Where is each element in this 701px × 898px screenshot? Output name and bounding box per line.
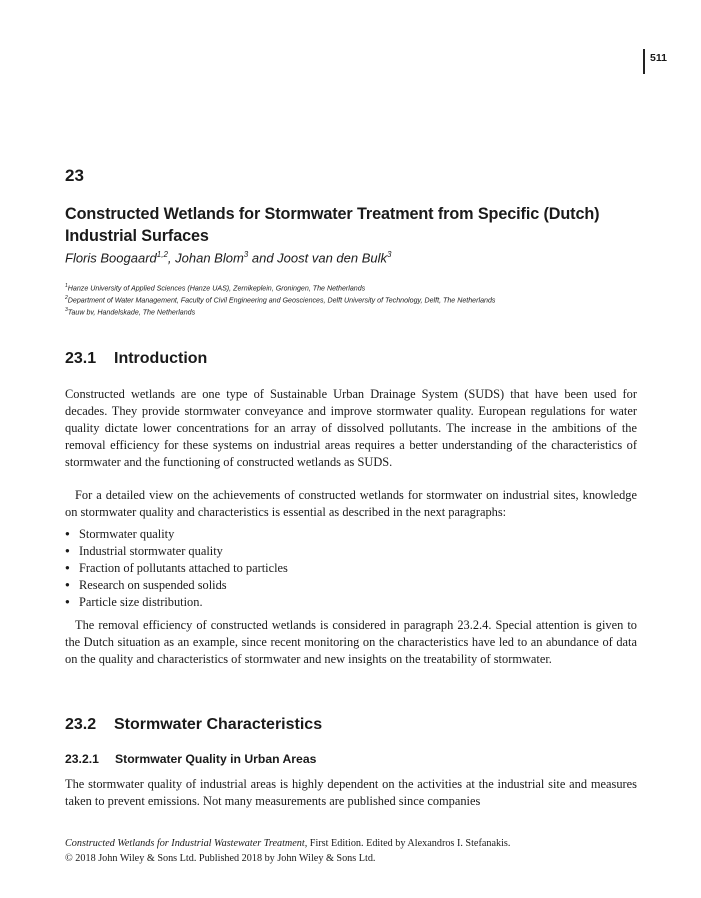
section-title: Stormwater Characteristics — [114, 716, 323, 733]
affiliation — [65, 283, 365, 292]
paragraph: For a detailed view on the achievements of constructed wetlands for stormwater on industrial sites, knowledge on stormwater quality and characteristics is essential as described in the next paragraphs: — [65, 488, 637, 519]
list-item: ● Fraction of pollutants attached to particles — [65, 560, 288, 577]
author-affiliation-mark: 1,2 — [156, 250, 168, 259]
list-item: ● Industrial stormwater quality — [65, 543, 288, 560]
affiliation — [65, 295, 495, 304]
author-name: Joost van den Bulk — [277, 250, 388, 266]
affiliation-text: Department of Water Management, Faculty of Civil Engineering and Geosciences, Delft University of Technology, Delft, The Netherlands — [67, 296, 496, 305]
section-number: 23.2 — [65, 716, 97, 733]
author-name: Johan Blom — [175, 250, 244, 266]
list-item: ● Research on suspended solids — [65, 577, 288, 594]
paragraph: Constructed wetlands are one type of Sustainable Urban Drainage System (SUDS) that have been used for decades. They provide stormwater conveyance and improve stormwater quality. European regulations for water quality dictate lower concentrations for an array of dissolved pollutants. The increase in the ambitions of the removal efficiency for these systems on industrial areas requires a better understanding of the characteristics of stormwater and the functioning of constructed wetlands as SUDS. — [65, 387, 637, 469]
author-separator: and — [248, 250, 278, 266]
paragraph: The stormwater quality of industrial areas is highly dependent on the activities at the industrial site and measures taken to prevent emissions. Not many measurements are published since companies — [65, 777, 637, 808]
affiliation — [65, 307, 195, 316]
chapter-title: Constructed Wetlands for Stormwater Treatment from Specific (Dutch) Industrial Surfaces — [65, 205, 600, 245]
affiliation-text: Tauw bv, Handelskade, The Netherlands — [67, 308, 196, 317]
section-title: Introduction — [114, 350, 208, 367]
affiliation-mark: 1 — [65, 283, 68, 289]
subsection-title: Stormwater Quality in Urban Areas — [115, 752, 317, 766]
list-item: ● Particle size distribution. — [65, 594, 288, 611]
author-separator: , — [167, 250, 176, 266]
footer-copyright: © 2018 John Wiley & Sons Ltd. Published 2018 by John Wiley & Sons Ltd. — [65, 853, 376, 864]
paragraph: The removal efficiency of constructed wetlands is considered in paragraph 23.2.4. Special attention is given to the Dutch situation as an example, since recent monitoring on the characteristics have led to an abundance of data on the quality and characteristics of stormwater and new insights on the treatability of stormwater. — [65, 618, 637, 666]
bullet-list — [65, 526, 288, 611]
footer-edition: First Edition. Edited by Alexandros I. Stefanakis. — [307, 838, 511, 849]
footer-citation — [65, 836, 510, 851]
section-number: 23.1 — [65, 350, 97, 367]
affiliation-mark: 3 — [65, 307, 68, 313]
section-heading — [65, 350, 207, 368]
chapter-authors — [65, 250, 391, 265]
affiliation-mark: 2 — [65, 295, 68, 301]
list-item: ● Stormwater quality — [65, 526, 288, 543]
section-heading — [65, 716, 322, 734]
subsection-heading — [65, 752, 316, 766]
page-number: 511 — [650, 52, 667, 64]
footer-book-title: Constructed Wetlands for Industrial Wastewater Treatment, — [65, 838, 308, 849]
page-number-rule — [643, 49, 645, 74]
author-name: Floris Boogaard — [65, 250, 157, 266]
subsection-number: 23.2.1 — [65, 752, 99, 766]
affiliation-text: Hanze University of Applied Sciences (Hanze UAS), Zernikeplein, Groningen, The Netherlands — [67, 284, 366, 293]
chapter-number: 23 — [65, 166, 84, 185]
page-footer — [65, 836, 510, 866]
author-affiliation-mark: 3 — [243, 250, 249, 259]
author-affiliation-mark: 3 — [387, 250, 392, 259]
